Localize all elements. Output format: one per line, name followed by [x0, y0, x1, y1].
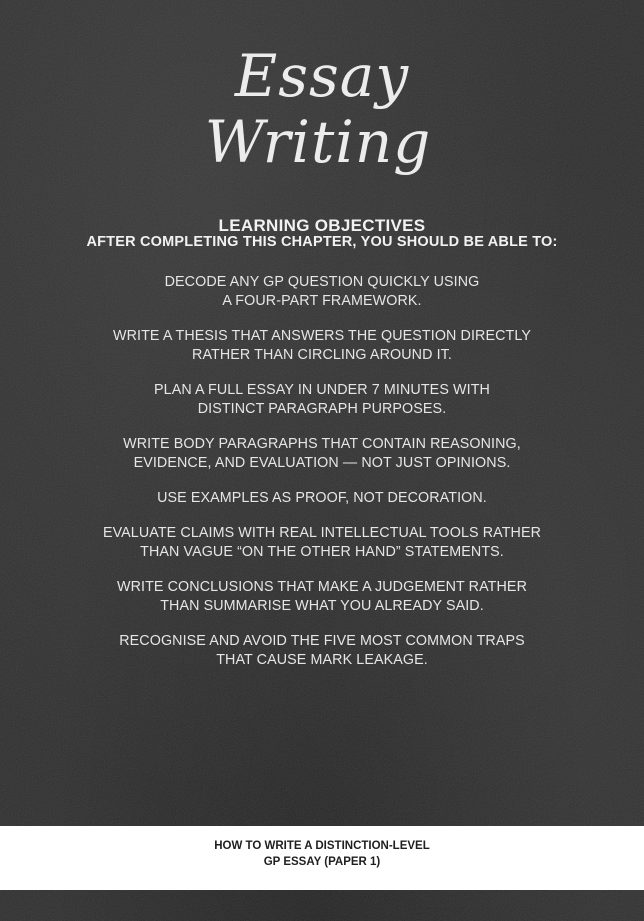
- objective-item: PLAN A FULL ESSAY IN UNDER 7 MINUTES WITH DISTINCT PARAGRAPH PURPOSES.: [154, 382, 490, 417]
- footer-title: HOW TO WRITE A DISTINCTION-LEVEL GP ESSAY (PAPER 1): [214, 840, 430, 868]
- title-lettering: [204, 34, 432, 184]
- objective-item: WRITE A THESIS THAT ANSWERS THE QUESTION DIRECTLY RATHER THAN CIRCLING AROUND IT.: [113, 328, 531, 363]
- objective-item: EVALUATE CLAIMS WITH REAL INTELLECTUAL TOOLS RATHER THAN VAGUE “ON THE OTHER HAND” STATEMENTS.: [102, 525, 542, 560]
- learning-objectives-heading: LEARNING OBJECTIVES: [218, 216, 426, 235]
- objective-item: RECOGNISE AND AVOID THE FIVE MOST COMMON TRAPS THAT CAUSE MARK LEAKAGE.: [119, 633, 525, 668]
- objectives-intro: AFTER COMPLETING THIS CHAPTER, YOU SHOULD BE ABLE TO:: [86, 234, 558, 250]
- title-line-1: Essay: [234, 42, 410, 110]
- objective-item: WRITE CONCLUSIONS THAT MAKE A JUDGEMENT RATHER THAN SUMMARISE WHAT YOU ALREADY SAID.: [117, 579, 527, 614]
- objective-item: USE EXAMPLES AS PROOF, NOT DECORATION.: [157, 490, 487, 506]
- objective-item: WRITE BODY PARAGRAPHS THAT CONTAIN REASONING, EVIDENCE, AND EVALUATION — NOT JUST OPINIONS.: [123, 436, 521, 471]
- title-line-2: Writing: [204, 108, 432, 176]
- title-svg: [204, 34, 432, 184]
- objectives-list: [40, 273, 604, 686]
- footer-band: [0, 826, 644, 890]
- objective-item: DECODE ANY GP QUESTION QUICKLY USING A FOUR-PART FRAMEWORK.: [164, 274, 480, 309]
